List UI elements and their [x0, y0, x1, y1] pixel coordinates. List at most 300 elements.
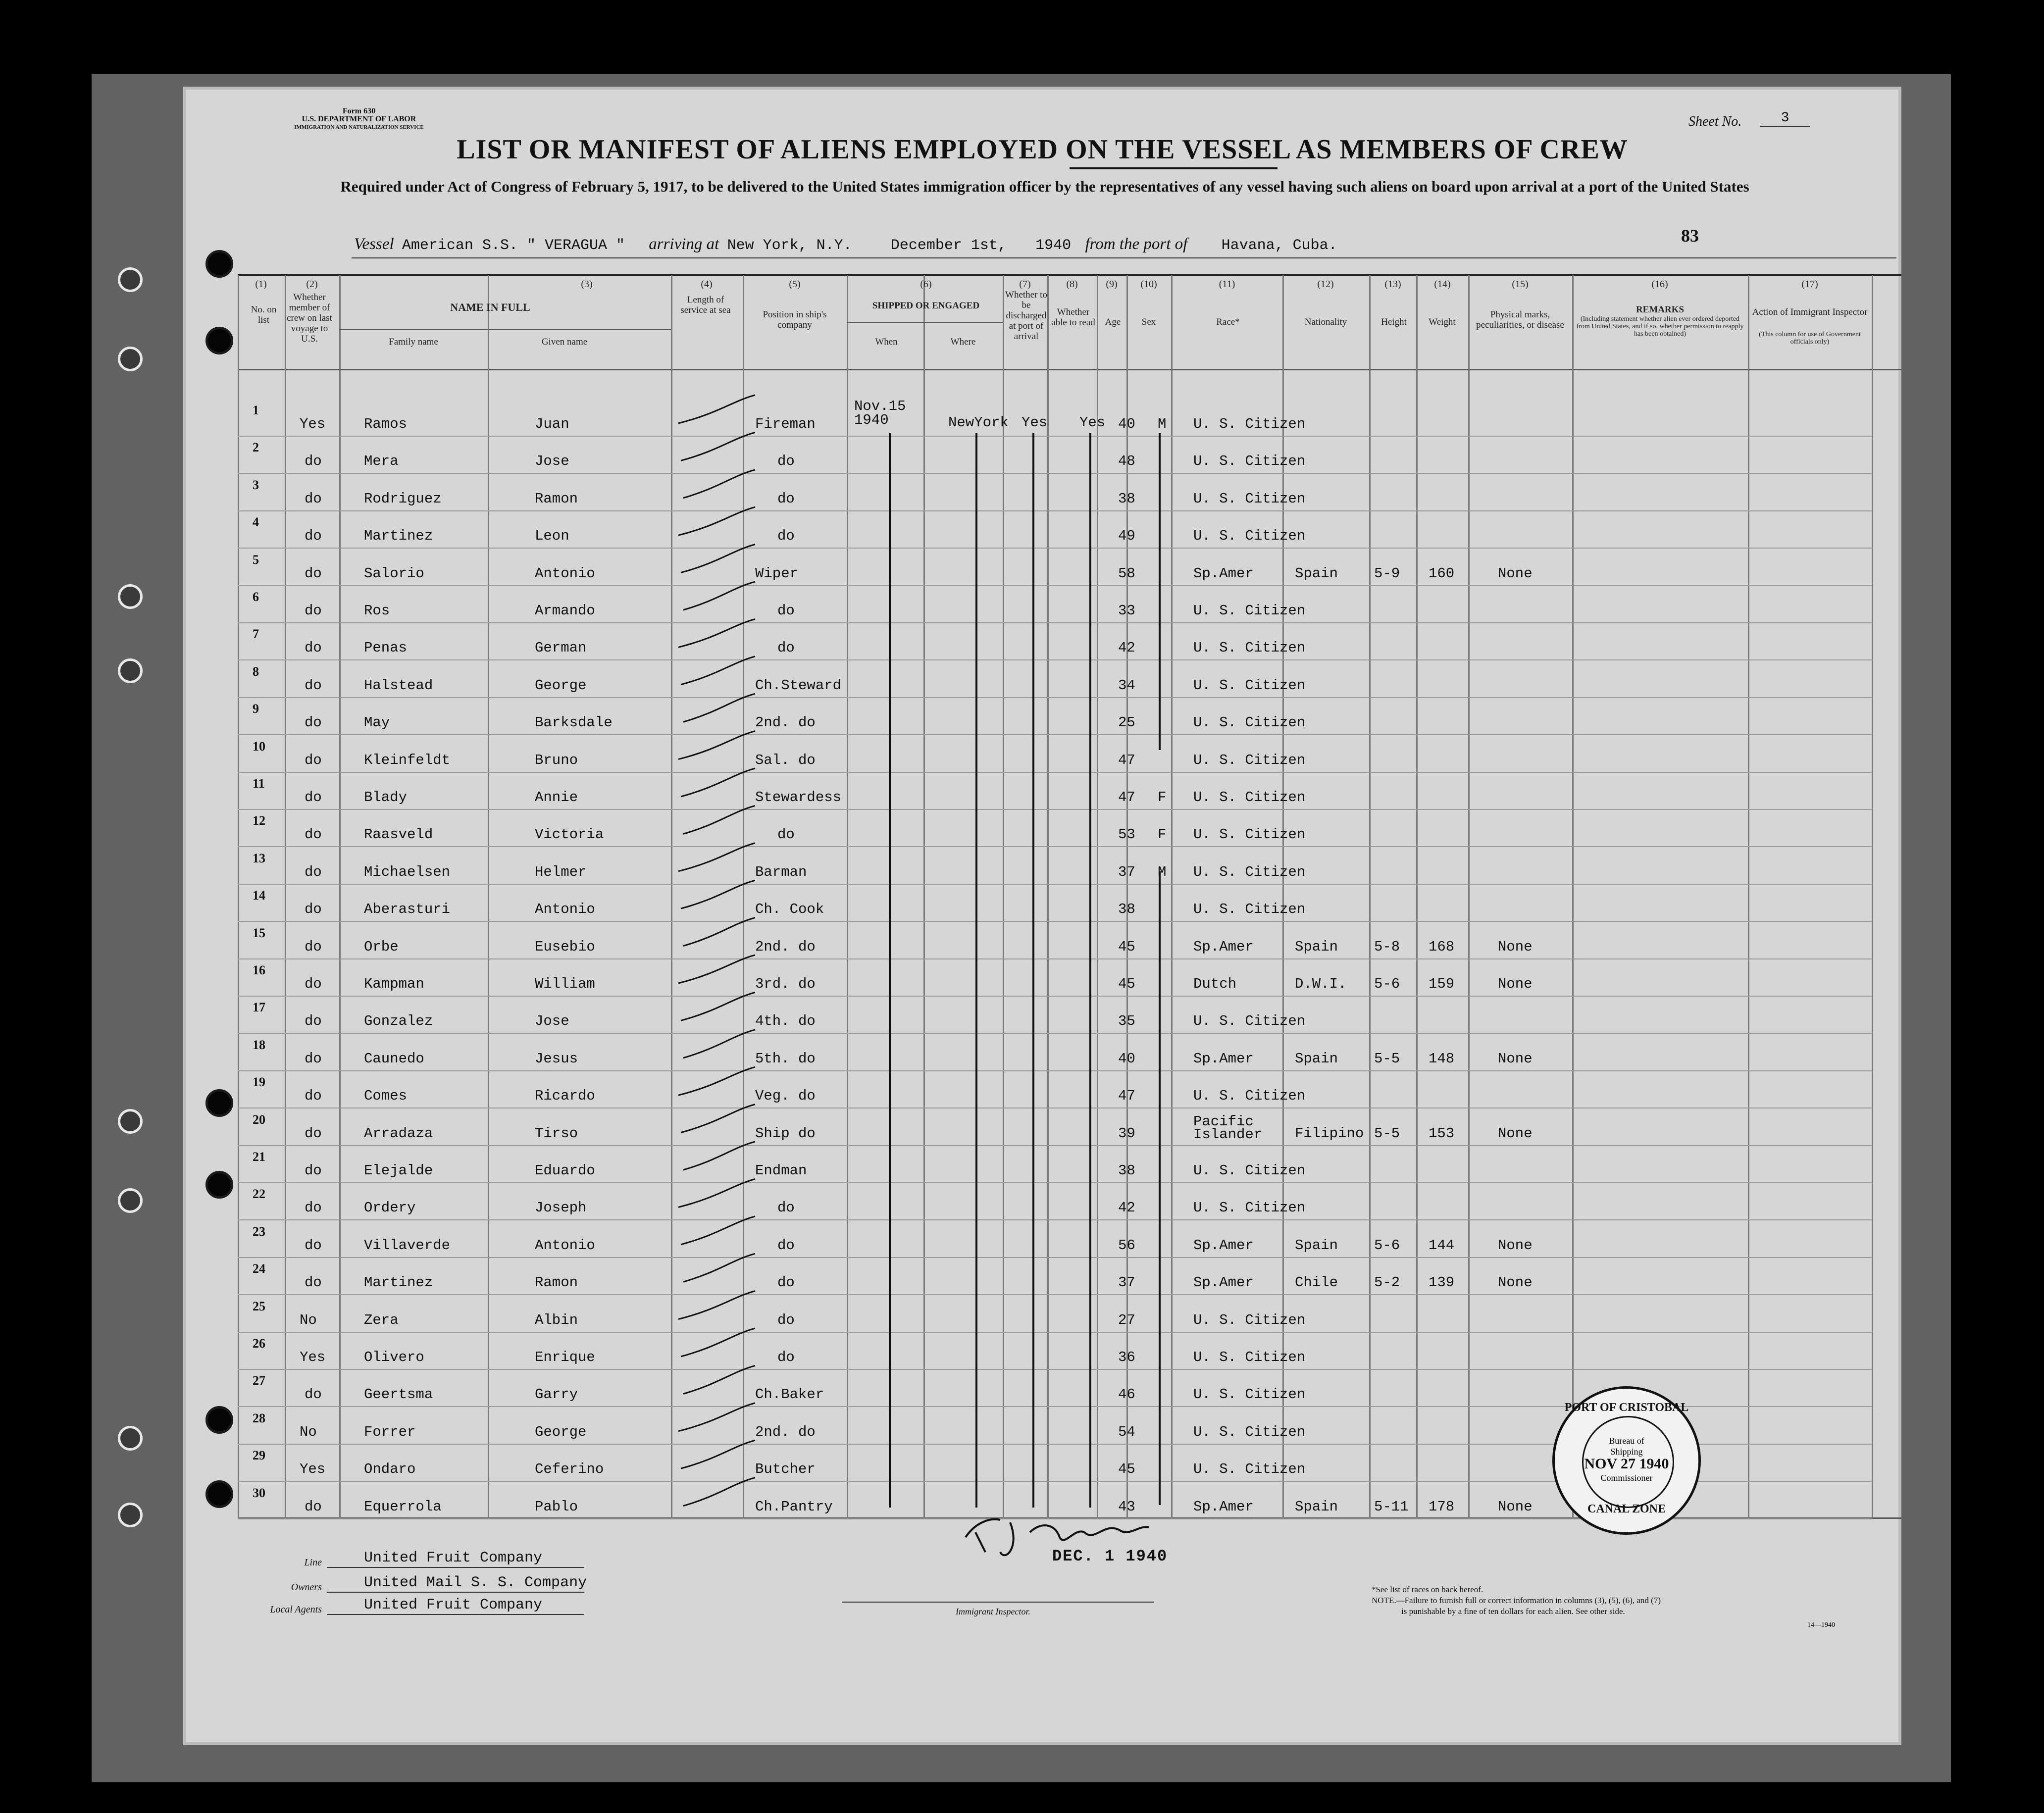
binder-hole: [118, 658, 143, 683]
given-name: Jose: [535, 1013, 569, 1029]
given-name: Ramon: [535, 491, 578, 507]
binder-hole: [118, 584, 143, 609]
position: 2nd. do: [755, 714, 816, 731]
from-port-label: from the port of: [1085, 235, 1188, 253]
row-number: 2: [253, 440, 259, 454]
physical-marks: None: [1498, 1499, 1533, 1515]
family-name: Martinez: [364, 528, 433, 544]
position: Veg. do: [755, 1088, 816, 1104]
service-slash: [683, 1254, 755, 1282]
sex: F: [1158, 789, 1167, 806]
service-slash: [678, 1179, 755, 1207]
race: U. S. Citizen: [1193, 864, 1306, 880]
previous-voyage: do: [305, 1125, 322, 1142]
nationality: Filipino: [1295, 1125, 1364, 1142]
race: U. S. Citizen: [1193, 528, 1306, 544]
header-family-name: Family name: [389, 337, 438, 347]
physical-marks: None: [1498, 1051, 1533, 1067]
age: 47: [1118, 752, 1135, 768]
given-name: Jesus: [535, 1051, 578, 1067]
given-name: Juan: [535, 416, 569, 432]
row-number: 13: [253, 851, 265, 865]
stamp-line3: Commissioner: [1600, 1473, 1653, 1483]
date-stamp: DEC. 1 1940: [1052, 1547, 1168, 1565]
penalty-note: NOTE.—Failure to furnish full or correct information in columns (3), (5), (6), and (7): [1372, 1596, 1661, 1605]
service-slash: [681, 768, 755, 797]
row-number: 7: [253, 627, 259, 641]
position: Wiper: [755, 565, 799, 582]
header-sex: Sex: [1141, 317, 1156, 327]
family-name: Comes: [364, 1088, 408, 1104]
age: 40: [1118, 1051, 1135, 1067]
given-name: Garry: [535, 1386, 578, 1403]
position: do: [777, 491, 795, 507]
header-position: Position in ship's company: [763, 309, 827, 330]
row-number: 5: [253, 553, 259, 567]
family-name: Kleinfeldt: [364, 752, 451, 768]
race: U. S. Citizen: [1193, 1200, 1306, 1216]
age: 39: [1118, 1125, 1135, 1142]
service-slash: [681, 1105, 755, 1133]
page-number: 83: [1681, 226, 1699, 246]
height: 5-11: [1374, 1499, 1409, 1515]
race: U. S. Citizen: [1193, 901, 1306, 917]
given-name: Victoria: [535, 826, 604, 843]
agents-value: United Fruit Company: [364, 1597, 543, 1613]
family-name: Geertsma: [364, 1386, 433, 1403]
column-number: (12): [1317, 279, 1334, 290]
previous-voyage: do: [305, 1274, 322, 1291]
inspector-label: Immigrant Inspector.: [956, 1607, 1030, 1616]
given-name: George: [535, 1424, 587, 1440]
row-number: 12: [253, 813, 265, 828]
position: 4th. do: [755, 1013, 816, 1029]
family-name: Zera: [364, 1312, 399, 1328]
race: U. S. Citizen: [1193, 677, 1306, 694]
column-number: (15): [1512, 279, 1529, 290]
shipped-when-date: Nov.15: [854, 398, 906, 414]
age: 27: [1118, 1312, 1135, 1328]
family-name: May: [364, 714, 390, 731]
race: Sp.Amer: [1193, 1274, 1254, 1291]
age: 43: [1118, 1499, 1135, 1515]
row-number: 26: [253, 1336, 265, 1351]
arriving-label: arriving at: [649, 235, 719, 253]
previous-voyage: do: [305, 1051, 322, 1067]
able-read-value: Yes: [1079, 414, 1106, 431]
previous-voyage: do: [305, 565, 322, 582]
stamp-top-text: PORT OF CRISTOBAL: [1564, 1401, 1689, 1414]
previous-voyage: do: [305, 714, 322, 731]
age: 42: [1118, 1200, 1135, 1216]
age: 40: [1118, 416, 1135, 432]
service-slash: [678, 1291, 755, 1319]
race: U. S. Citizen: [1193, 789, 1306, 806]
race: U. S. Citizen: [1193, 1013, 1306, 1029]
position: Fireman: [755, 416, 816, 432]
age: 42: [1118, 640, 1135, 656]
arrival-year: 1940: [1035, 237, 1072, 254]
service-slash: [683, 1030, 755, 1058]
nationality: Spain: [1295, 1237, 1338, 1254]
column-number: (9): [1106, 279, 1118, 290]
column-number: (14): [1434, 279, 1451, 290]
height: 5-5: [1374, 1125, 1400, 1142]
race: Pacific Islander: [1193, 1113, 1263, 1143]
previous-voyage: Yes: [300, 1349, 326, 1365]
age: 37: [1118, 864, 1135, 880]
binder-hole: [118, 1503, 143, 1527]
previous-voyage: do: [305, 864, 322, 880]
row-number: 8: [253, 664, 259, 679]
race: Sp.Amer: [1193, 1237, 1254, 1254]
footer-notes: [1372, 1584, 1661, 1617]
column-number: (6): [920, 279, 932, 290]
height: 5-6: [1374, 1237, 1400, 1254]
sex: F: [1158, 826, 1167, 843]
service-slash: [678, 619, 755, 647]
family-name: Olivero: [364, 1349, 424, 1365]
shipped-where: NewYork: [948, 414, 1009, 431]
previous-voyage: Yes: [300, 1461, 326, 1477]
column-number: (5): [789, 279, 801, 290]
header-name-in-full: NAME IN FULL: [450, 301, 530, 313]
column-number: (8): [1066, 279, 1078, 290]
position: do: [777, 1200, 795, 1216]
family-name: Mera: [364, 453, 399, 469]
height: 5-9: [1374, 565, 1400, 582]
family-name: Salorio: [364, 565, 424, 582]
weight: 160: [1429, 565, 1455, 582]
height: 5-6: [1374, 976, 1400, 992]
owners-value: United Mail S. S. Company: [364, 1574, 587, 1591]
row-number: 10: [253, 739, 265, 754]
given-name: Antonio: [535, 1237, 595, 1254]
vessel-label: Vessel: [354, 235, 394, 253]
service-slash: [683, 918, 755, 946]
physical-marks: None: [1498, 1237, 1533, 1254]
row-number: 22: [253, 1187, 265, 1201]
row-number: 17: [253, 1000, 265, 1014]
age: 37: [1118, 1274, 1135, 1291]
given-name: Antonio: [535, 565, 595, 582]
binder-hole: [118, 1109, 143, 1134]
weight: 153: [1429, 1125, 1455, 1142]
service-slash: [678, 955, 755, 983]
nationality: D.W.I.: [1295, 976, 1347, 992]
from-port: Havana, Cuba.: [1221, 237, 1337, 254]
family-name: Blady: [364, 789, 408, 806]
column-number: (16): [1651, 279, 1668, 290]
header-no-on-list: No. on list: [251, 304, 277, 325]
previous-voyage: do: [305, 789, 322, 806]
family-name: Halstead: [364, 677, 433, 694]
given-name: Ramon: [535, 1274, 578, 1291]
canal-zone-stamp: [1552, 1386, 1701, 1535]
row-number: 4: [253, 515, 259, 529]
physical-marks: None: [1498, 1125, 1533, 1142]
weight: 144: [1429, 1237, 1455, 1254]
age: 38: [1118, 1162, 1135, 1179]
row-number: 27: [253, 1373, 265, 1388]
physical-marks: None: [1498, 976, 1533, 992]
previous-voyage: do: [305, 491, 322, 507]
age: 49: [1118, 528, 1135, 544]
given-name: Eduardo: [535, 1162, 595, 1179]
age: 38: [1118, 491, 1135, 507]
row-number: 1: [253, 403, 259, 417]
penalty-note-2: is punishable by a fine of ten dollars for each alien. See other side.: [1401, 1607, 1625, 1616]
weight: 178: [1429, 1499, 1455, 1515]
header-action: Action of Immigrant Inspector: [1752, 307, 1868, 317]
previous-voyage: do: [305, 1386, 322, 1403]
position: Ch. Cook: [755, 901, 824, 917]
header-height: Height: [1381, 317, 1407, 327]
given-name: Pablo: [535, 1499, 578, 1515]
binder-hole: [118, 1188, 143, 1213]
position: do: [777, 603, 795, 619]
position: do: [777, 826, 795, 843]
service-slash: [678, 1067, 755, 1095]
sheet-number-label: Sheet No.: [1688, 114, 1742, 129]
family-name: Penas: [364, 640, 408, 656]
age: 36: [1118, 1349, 1135, 1365]
position: Ship do: [755, 1125, 816, 1142]
physical-marks: None: [1498, 1274, 1533, 1291]
column-number: (4): [701, 279, 713, 290]
manifest-sheet: [183, 87, 1901, 1745]
given-name: Joseph: [535, 1200, 587, 1216]
position: Stewardess: [755, 789, 842, 806]
weight: 159: [1429, 976, 1455, 992]
previous-voyage: No: [300, 1312, 317, 1328]
given-name: Eusebio: [535, 939, 595, 955]
race: U. S. Citizen: [1193, 491, 1306, 507]
previous-voyage: do: [305, 752, 322, 768]
column-number: (7): [1019, 279, 1031, 290]
given-name: George: [535, 677, 587, 694]
position: Ch.Pantry: [755, 1499, 833, 1515]
position: 2nd. do: [755, 1424, 816, 1440]
position: 5th. do: [755, 1051, 816, 1067]
age: 45: [1118, 976, 1135, 992]
age: 56: [1118, 1237, 1135, 1254]
vessel-name: American S.S. " VERAGUA ": [402, 237, 625, 254]
position: Sal. do: [755, 752, 816, 768]
position: do: [777, 1237, 795, 1254]
line-rule: [327, 1567, 584, 1568]
family-name: Ros: [364, 603, 390, 619]
race: U. S. Citizen: [1193, 1424, 1306, 1440]
given-name: German: [535, 640, 587, 656]
service-slash: [683, 582, 755, 610]
page-subtitle: Required under Act of Congress of February 5, 1917, to be delivered to the United States immigration officer by the representatives of any vessel having such aliens on board upon arrival at a port of the United States: [340, 178, 1749, 195]
physical-marks: None: [1498, 939, 1533, 955]
age: 25: [1118, 714, 1135, 731]
race: Sp.Amer: [1193, 939, 1254, 955]
race: Sp.Amer: [1193, 1051, 1254, 1067]
family-name: Ondaro: [364, 1461, 416, 1477]
age: 48: [1118, 453, 1135, 469]
previous-voyage: do: [305, 677, 322, 694]
owners-rule: [327, 1592, 584, 1593]
family-name: Ramos: [364, 416, 408, 432]
family-name: Michaelsen: [364, 864, 451, 880]
given-name: Ricardo: [535, 1088, 595, 1104]
given-name: Enrique: [535, 1349, 595, 1365]
service-slash: [683, 1365, 755, 1394]
family-name: Arradaza: [364, 1125, 433, 1142]
row-number: 25: [253, 1299, 265, 1313]
age: 47: [1118, 789, 1135, 806]
race: U. S. Citizen: [1193, 714, 1306, 731]
age: 53: [1118, 826, 1135, 843]
position: 3rd. do: [755, 976, 816, 992]
row-number: 3: [253, 478, 259, 492]
service-slash: [681, 1328, 755, 1357]
stamp-line2: Shipping: [1610, 1447, 1643, 1457]
position: do: [777, 1312, 795, 1328]
header-remarks: REMARKS: [1635, 304, 1685, 315]
position: Ch.Baker: [755, 1386, 824, 1403]
given-name: Leon: [535, 528, 569, 544]
sex: M: [1158, 416, 1167, 432]
discharged-value: Yes: [1022, 414, 1048, 431]
header-age: Age: [1105, 317, 1121, 327]
shipped-when-year: 1940: [854, 412, 889, 428]
family-name: Equerrola: [364, 1499, 442, 1515]
family-name: Elejalde: [364, 1162, 433, 1179]
service-slash: [678, 395, 755, 423]
service-slash: [678, 1403, 755, 1431]
race: U. S. Citizen: [1193, 453, 1306, 469]
row-number: 21: [253, 1150, 265, 1164]
previous-voyage: do: [305, 1200, 322, 1216]
given-name: William: [535, 976, 595, 992]
position: Ch.Steward: [755, 677, 842, 694]
position: do: [777, 453, 795, 469]
weight: 139: [1429, 1274, 1455, 1291]
row-number: 28: [253, 1411, 265, 1425]
given-name: Helmer: [535, 864, 587, 880]
header-race: Race*: [1216, 317, 1240, 327]
race: U. S. Citizen: [1193, 752, 1306, 768]
previous-voyage: do: [305, 1499, 322, 1515]
header-action-note: (This column for use of Government officials only): [1759, 331, 1861, 346]
row-number: 14: [253, 888, 265, 903]
age: 35: [1118, 1013, 1135, 1029]
service-slash: [678, 843, 755, 871]
header-nationality: Nationality: [1304, 317, 1347, 327]
race: Sp.Amer: [1193, 565, 1254, 582]
header-weight: Weight: [1429, 317, 1456, 327]
header-remarks-note: (Including statement whether alien ever ordered deported from United States, and if so, whether permission to reapply has been obtained): [1576, 315, 1744, 338]
binder-hole: [118, 1426, 143, 1451]
position: 2nd. do: [755, 939, 816, 955]
previous-voyage: do: [305, 901, 322, 917]
weight: 168: [1429, 939, 1455, 955]
race: U. S. Citizen: [1193, 416, 1306, 432]
position: Butcher: [755, 1461, 816, 1477]
row-number: 23: [253, 1224, 265, 1239]
previous-voyage: do: [305, 640, 322, 656]
service-slash: [681, 992, 755, 1020]
column-number: (13): [1384, 279, 1401, 290]
height: 5-2: [1374, 1274, 1400, 1291]
agents-rule: [327, 1614, 584, 1615]
nationality: Spain: [1295, 1499, 1338, 1515]
service-slash: [681, 1216, 755, 1245]
sheet-number: 3: [1760, 110, 1810, 127]
service-slash: [681, 545, 755, 573]
column-number: (17): [1801, 279, 1818, 290]
column-number: (3): [581, 279, 593, 290]
column-number: (1): [255, 279, 267, 290]
row-number: 29: [253, 1448, 265, 1462]
family-name: Rodriguez: [364, 491, 442, 507]
header-discharged: Whether to be discharged at port of arrival: [1005, 290, 1047, 342]
column-number: (2): [306, 279, 318, 290]
stamp-date: NOV 27 1940: [1584, 1456, 1669, 1472]
position: Endman: [755, 1162, 807, 1179]
nationality: Spain: [1295, 565, 1338, 582]
binder-hole: [118, 347, 143, 371]
family-name: Ordery: [364, 1200, 416, 1216]
service-slash: [683, 1142, 755, 1170]
position: Barman: [755, 864, 807, 880]
row-number: 20: [253, 1112, 265, 1127]
family-name: Gonzalez: [364, 1013, 433, 1029]
race: U. S. Citizen: [1193, 1349, 1306, 1365]
race: U. S. Citizen: [1193, 1386, 1306, 1403]
agents-label: Local Agents: [270, 1604, 322, 1615]
nationality: Chile: [1295, 1274, 1338, 1291]
race-note: *See list of races on back hereof.: [1372, 1585, 1483, 1594]
given-name: Albin: [535, 1312, 578, 1328]
family-name: Caunedo: [364, 1051, 424, 1067]
weight: 148: [1429, 1051, 1455, 1067]
service-slash: [683, 806, 755, 834]
header-shipped: SHIPPED OR ENGAGED: [872, 301, 980, 311]
arrival-port: New York, N.Y.: [727, 237, 852, 254]
service-slash: [683, 1478, 755, 1506]
line-label: Line: [304, 1557, 322, 1568]
service-slash: [678, 731, 755, 759]
previous-voyage: do: [305, 826, 322, 843]
previous-voyage: do: [305, 1162, 322, 1179]
service-slash: [683, 694, 755, 722]
race: U. S. Citizen: [1193, 1162, 1306, 1179]
family-name: Forrer: [364, 1424, 416, 1440]
previous-voyage: do: [305, 939, 322, 955]
race: U. S. Citizen: [1193, 1088, 1306, 1104]
previous-voyage: No: [300, 1424, 317, 1440]
row-number: 18: [253, 1038, 265, 1052]
age: 33: [1118, 603, 1135, 619]
previous-voyage: Yes: [300, 416, 326, 432]
page-title: LIST OR MANIFEST OF ALIENS EMPLOYED ON THE VESSEL AS MEMBERS OF CREW: [457, 134, 1628, 165]
service-slash: [681, 880, 755, 908]
owners-label: Owners: [291, 1582, 322, 1593]
binder-hole: [118, 267, 143, 292]
header-physical-marks: Physical marks, peculiarities, or disease: [1476, 309, 1564, 330]
family-name: Aberasturi: [364, 901, 451, 917]
stamp-bottom-text: CANAL ZONE: [1587, 1503, 1666, 1515]
position: do: [777, 1274, 795, 1291]
header-given-name: Given name: [541, 337, 588, 347]
line-value: United Fruit Company: [364, 1550, 543, 1566]
service-slash: [681, 1440, 755, 1468]
